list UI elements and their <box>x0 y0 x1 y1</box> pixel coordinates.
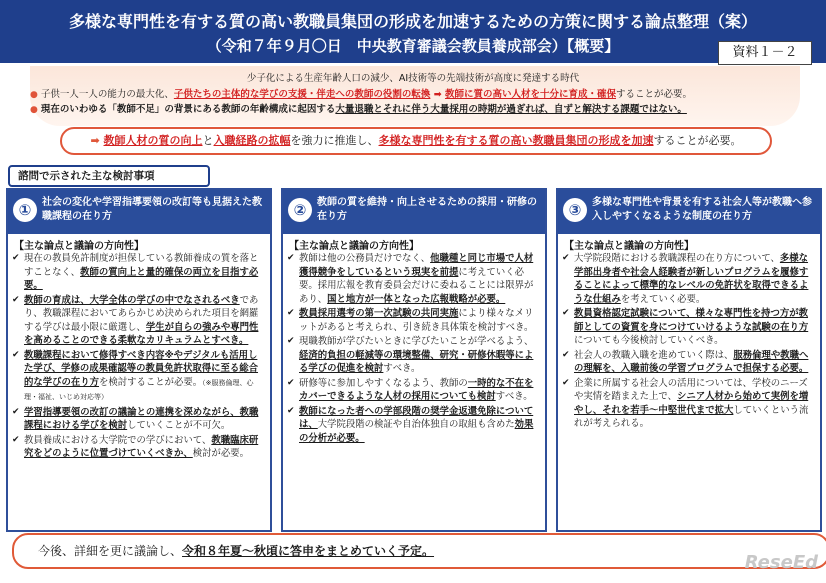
key-message-banner: ➡ 教師人材の質の向上と入職経路の拡幅を強力に推進し、多様な専門性を有する質の高い教職員集団の形成を加速することが必要。 <box>60 127 772 155</box>
check-icon: ✔ <box>12 406 20 417</box>
column-title: 教師の質を維持・向上させるための採用・研修の在り方 <box>317 197 537 222</box>
column-number: ① <box>13 198 37 222</box>
list-item: ✔ 教職課程において修得すべき内容※やデジタルも活用した学び、学修の成果確認等の教員免許状取得に至る総合的な学びの在り方を検討することが必要。（※服務倫理、心理・福祉、いじめ対応等） <box>12 349 259 401</box>
page-title: 多様な専門性を有する質の高い教職員集団の形成を加速するための方策に関する論点整理（案） <box>68 12 757 31</box>
bullet-dot-icon: ● <box>30 90 38 100</box>
check-icon: ✔ <box>287 253 295 263</box>
conclusion-box: 今後、詳細を更に議論し、令和８年夏～秋頃に答申をまとめていく予定。 <box>12 533 826 569</box>
check-icon: ✔ <box>562 253 570 263</box>
background-bullet-1: ● 子供一人一人の能力の最大化、子供たちの主体的な学びの支援・伴走への教師の役割の転換 ➡ 教師に質の高い人材を十分に育成・確保することが必要。 <box>30 89 692 100</box>
column-title: 社会の変化や学習指導要領の改訂等も見据えた教職課程の在り方 <box>42 197 262 222</box>
header-bar <box>0 0 826 63</box>
bullet-dot-icon: ● <box>30 105 38 115</box>
check-icon: ✔ <box>562 377 570 388</box>
check-icon: ✔ <box>12 294 20 305</box>
check-icon: ✔ <box>12 253 20 263</box>
check-icon: ✔ <box>287 377 295 388</box>
column-career-changers <box>556 188 822 532</box>
check-icon: ✔ <box>562 308 570 318</box>
check-icon: ✔ <box>287 308 295 318</box>
column-body <box>12 252 266 462</box>
column-curriculum <box>6 188 272 532</box>
list-item: ✔ 教師は他の公務員だけでなく、他職種と同じ市場で人材獲得競争をしているという現実を前提に考えていく必要。採用広報を教育委員会だけに委ねることには限界があり、国と地方が一体となった広報戦略が必要。 <box>287 253 534 305</box>
list-item: ✔ 企業に所属する社会人の活用については、学校のニーズや実情を踏まえた上で、シニア人材から始めて実例を増やし、それを若手～中堅世代まで拡大していくという流れが考えられる。 <box>562 377 809 429</box>
list-item: ✔ 現職教師が学びたいときに学びたいことが学べるよう、経済的負担の軽減等の環境整備、研究・研修休暇等による学びの促進を検討すべき。 <box>287 336 534 374</box>
column-number: ③ <box>563 198 587 222</box>
column-subheading: 【主な論点と議論の方向性】 <box>564 241 694 252</box>
check-icon: ✔ <box>287 405 295 416</box>
check-icon: ✔ <box>12 434 20 445</box>
column-header <box>558 190 820 234</box>
column-header <box>283 190 545 234</box>
list-item: ✔ 学習指導要領の改訂の議論との連携を深めながら、教職課程における学びを検討していくことが不可欠。 <box>12 406 259 431</box>
list-item: ✔ 教員養成における大学院での学びにおいて、教職臨床研究をどのように位置づけていくべきか、検討が必要。 <box>12 434 259 459</box>
column-header <box>8 190 270 234</box>
list-item: ✔ 教員資格認定試験について、様々な専門性を持つ方が教師としての資質を身につけていけるような試験の在り方についても今後検討していくべき。 <box>562 308 809 346</box>
list-item: ✔ 教師の育成は、大学全体の学びの中でなされるべきであり、教職課程においてあらかじめ決められた項目を網羅する学びは最小限に厳選し、学生が自らの強みや専門性を高めることのできる柔軟なカリキュラムとすべき。 <box>12 294 259 346</box>
column-subheading: 【主な論点と議論の方向性】 <box>289 241 419 252</box>
list-item: ✔ 大学院段階における教職課程の在り方について、多様な学部出身者や社会人経験者が新しいプログラムを履修することによって標準的なレベルの免許状を取得できるような仕組みを考えていく必要。 <box>562 253 809 305</box>
check-icon: ✔ <box>562 349 570 360</box>
column-subheading: 【主な論点と議論の方向性】 <box>14 241 144 252</box>
check-icon: ✔ <box>12 349 20 360</box>
list-item: ✔ 研修等に参加しやすくなるよう、教師の一時的な不在をカバーできるような人材の採用についても検討すべき。 <box>287 377 534 402</box>
column-body <box>287 252 541 446</box>
background-line: 少子化による生産年齢人口の減少、AI技術等の先端技術が高度に発達する時代 <box>246 73 580 84</box>
document-number-badge: 資料１－２ <box>718 41 812 65</box>
section-label: 諮問で示された主な検討事項 <box>8 165 210 187</box>
background-bullet-2: ● 現在のいわゆる「教師不足」の背景にある教師の年齢構成に起因する大量退職とそれに伴う大量採用の時期が過ぎれば、自ずと解決する課題ではない。 <box>30 104 687 115</box>
list-item: ✔ 現在の教員免許制度が担保している教師養成の質を落とすことなく、教師の質向上と量的確保の両立を目指す必要。 <box>12 253 259 291</box>
arrow-right-icon: ➡ <box>90 134 104 147</box>
column-title: 多様な専門性や背景を有する社会人等が教職へ参入しやすくなるような制度の在り方 <box>592 197 812 222</box>
list-item: ✔ 教師になった者への学部段階の奨学金返還免除については、大学院段階の検証や自治体独自の取組も含めた効果の分析が必要。 <box>287 405 534 444</box>
list-item: ✔ 教員採用選考の第一次試験の共同実施により様々なメリットがあると考えられ、引き続き具体策を検討すべき。 <box>287 308 534 333</box>
page-subtitle: （令和７年９月〇日 中央教育審議会教員養成部会）【概要】 <box>206 37 620 55</box>
list-item: ✔ 社会人の教職入職を進めていく際は、服務倫理や教職への理解を、入職前後の学習プログラムで担保する必要。 <box>562 349 809 374</box>
check-icon: ✔ <box>287 336 295 346</box>
watermark-logo: ReseEd <box>744 552 818 573</box>
column-recruitment <box>281 188 547 532</box>
column-body <box>562 252 816 432</box>
column-number: ② <box>288 198 312 222</box>
